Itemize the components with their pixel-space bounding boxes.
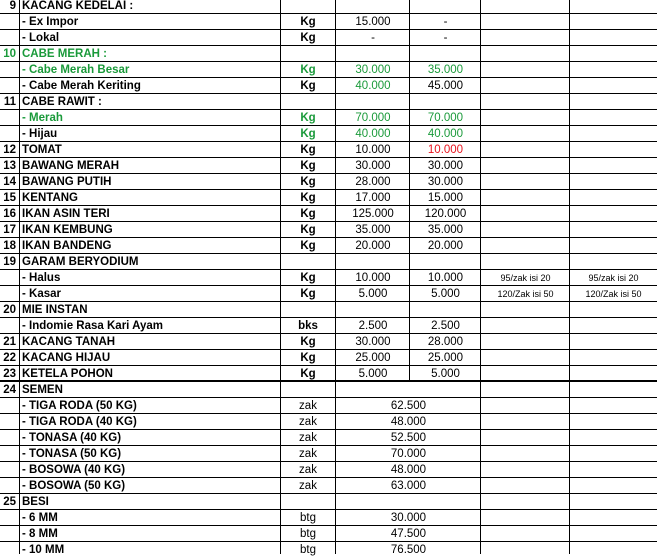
grid-line bbox=[0, 253, 657, 254]
note-cell bbox=[481, 46, 570, 62]
item-name-cell: MIE INSTAN bbox=[22, 304, 88, 316]
row-number-cell bbox=[0, 286, 18, 302]
unit-cell bbox=[281, 0, 335, 14]
note-cell bbox=[570, 94, 657, 110]
note-cell bbox=[570, 30, 657, 46]
price-cell: 25.000 bbox=[427, 352, 464, 364]
table-row bbox=[0, 318, 657, 334]
note-cell: 95/zak isi 20 bbox=[588, 273, 639, 283]
unit-cell: Kg bbox=[300, 64, 316, 76]
unit-cell: Kg bbox=[300, 80, 316, 92]
row-number-cell bbox=[0, 462, 18, 478]
price-cell: 5.000 bbox=[358, 368, 388, 380]
note-cell bbox=[570, 238, 657, 254]
note-cell bbox=[481, 62, 570, 78]
table-row bbox=[0, 302, 657, 318]
price-cell: 5.000 bbox=[358, 288, 388, 300]
table-row bbox=[0, 334, 657, 350]
unit-cell: Kg bbox=[300, 272, 316, 284]
item-name-cell: KENTANG bbox=[22, 192, 79, 204]
row-number-cell bbox=[0, 510, 18, 526]
note-cell bbox=[481, 334, 570, 350]
grid-line bbox=[0, 109, 657, 110]
row-number-cell: 13 bbox=[3, 160, 16, 172]
row-number-cell bbox=[0, 430, 18, 446]
item-name-cell: - Halus bbox=[22, 272, 61, 284]
note-cell bbox=[570, 0, 657, 14]
price-cell bbox=[336, 382, 481, 398]
item-name-cell: - Ex Impor bbox=[22, 16, 79, 28]
grid-line bbox=[0, 157, 657, 158]
note-cell bbox=[570, 334, 657, 350]
table-row bbox=[0, 46, 657, 62]
table-row bbox=[0, 110, 657, 126]
note-cell bbox=[570, 62, 657, 78]
price-cell: 15.000 bbox=[427, 192, 464, 204]
grid-line bbox=[0, 525, 657, 526]
table-row bbox=[0, 526, 657, 542]
row-number-cell: 10 bbox=[3, 48, 16, 60]
price-cell: 48.000 bbox=[390, 464, 427, 476]
price-cell: 70.000 bbox=[390, 448, 427, 460]
table-row bbox=[0, 254, 657, 270]
price-cell: 45.000 bbox=[427, 80, 464, 92]
unit-cell bbox=[281, 302, 335, 318]
item-name-cell: KACANG HIJAU bbox=[22, 352, 111, 364]
price-cell: 48.000 bbox=[390, 416, 427, 428]
note-cell bbox=[481, 110, 570, 126]
note-cell bbox=[481, 78, 570, 94]
row-number-cell bbox=[0, 526, 18, 542]
table-row bbox=[0, 30, 657, 46]
item-name-cell: - TIGA RODA (50 KG) bbox=[22, 400, 137, 412]
price-cell: 47.500 bbox=[390, 528, 427, 540]
item-name-cell: - 8 MM bbox=[22, 528, 58, 540]
price-cell bbox=[410, 302, 481, 318]
note-cell bbox=[570, 126, 657, 142]
price-cell bbox=[336, 0, 410, 14]
price-cell: - bbox=[443, 32, 448, 44]
item-name-cell: SEMEN bbox=[22, 384, 63, 396]
unit-cell: Kg bbox=[300, 16, 316, 28]
price-cell: 10.000 bbox=[427, 272, 464, 284]
row-number-cell: 21 bbox=[3, 336, 16, 348]
price-cell: 25.000 bbox=[355, 352, 391, 364]
grid-line bbox=[0, 461, 657, 462]
unit-cell: btg bbox=[300, 512, 316, 524]
unit-cell: Kg bbox=[300, 336, 316, 348]
unit-cell: Kg bbox=[300, 368, 316, 380]
note-cell bbox=[481, 206, 570, 222]
grid-line bbox=[19, 0, 20, 554]
item-name-cell: - TIGA RODA (40 KG) bbox=[22, 416, 137, 428]
grid-line bbox=[0, 413, 657, 414]
price-cell: 76.500 bbox=[390, 544, 427, 556]
item-name-cell: - Indomie Rasa Kari Ayam bbox=[22, 320, 164, 332]
price-cell bbox=[410, 0, 481, 14]
price-cell bbox=[336, 254, 410, 270]
table-row bbox=[0, 462, 657, 478]
note-cell bbox=[481, 254, 570, 270]
note-cell bbox=[481, 174, 570, 190]
price-cell: 20.000 bbox=[427, 240, 464, 252]
row-number-cell bbox=[0, 398, 18, 414]
grid-line bbox=[0, 45, 657, 46]
grid-line bbox=[0, 493, 657, 494]
table-row bbox=[0, 238, 657, 254]
grid-line bbox=[0, 477, 657, 478]
unit-cell: zak bbox=[299, 432, 317, 444]
price-cell: 10.000 bbox=[355, 144, 391, 156]
unit-cell: Kg bbox=[300, 352, 316, 364]
unit-cell: zak bbox=[299, 464, 317, 476]
table-row bbox=[0, 494, 657, 510]
table-row bbox=[0, 94, 657, 110]
table-row bbox=[0, 0, 657, 14]
note-cell bbox=[570, 110, 657, 126]
price-cell: 35.000 bbox=[427, 224, 464, 236]
price-cell: 63.000 bbox=[390, 480, 427, 492]
price-cell: 28.000 bbox=[355, 176, 391, 188]
price-cell: 17.000 bbox=[355, 192, 391, 204]
table-row bbox=[0, 430, 657, 446]
price-cell: 10.000 bbox=[355, 272, 391, 284]
item-name-cell: - 6 MM bbox=[22, 512, 58, 524]
row-number-cell bbox=[0, 78, 18, 94]
unit-cell: Kg bbox=[300, 128, 316, 140]
row-number-cell bbox=[0, 478, 18, 494]
item-name-cell: - Cabe Merah Besar bbox=[22, 64, 130, 76]
note-cell bbox=[570, 222, 657, 238]
price-cell: 40.000 bbox=[355, 128, 391, 140]
item-name-cell: - Hijau bbox=[22, 128, 58, 140]
row-number-cell bbox=[0, 318, 18, 334]
price-cell: 5.000 bbox=[431, 368, 460, 380]
note-cell bbox=[570, 318, 657, 334]
table-row bbox=[0, 62, 657, 78]
unit-cell: Kg bbox=[300, 224, 316, 236]
price-cell: 2.500 bbox=[358, 320, 388, 332]
item-name-cell: BAWANG PUTIH bbox=[22, 176, 112, 188]
table-row bbox=[0, 510, 657, 526]
row-number-cell: 24 bbox=[3, 384, 16, 396]
price-cell: - bbox=[371, 32, 375, 44]
item-name-cell: - Lokal bbox=[22, 32, 60, 44]
row-number-cell bbox=[0, 14, 18, 30]
unit-cell: Kg bbox=[300, 112, 316, 124]
note-cell bbox=[570, 254, 657, 270]
note-cell bbox=[481, 14, 570, 30]
table-row bbox=[0, 158, 657, 174]
grid-line bbox=[0, 221, 657, 222]
price-cell bbox=[410, 46, 481, 62]
item-name-cell: - BOSOWA (40 KG) bbox=[22, 464, 126, 476]
unit-cell: Kg bbox=[300, 32, 316, 44]
price-cell: 15.000 bbox=[355, 16, 391, 28]
grid-line bbox=[0, 509, 657, 510]
table-row bbox=[0, 14, 657, 30]
item-name-cell: GARAM BERYODIUM bbox=[22, 256, 139, 268]
row-number-cell bbox=[0, 30, 18, 46]
table-row bbox=[0, 270, 657, 286]
item-name-cell: - Merah bbox=[22, 112, 63, 124]
note-cell: 120/Zak isi 50 bbox=[585, 289, 642, 299]
price-cell: 20.000 bbox=[355, 240, 391, 252]
grid-line bbox=[0, 333, 657, 334]
price-cell: - bbox=[443, 16, 448, 28]
note-cell bbox=[481, 158, 570, 174]
table-row bbox=[0, 206, 657, 222]
unit-cell bbox=[281, 94, 335, 110]
price-cell: 70.000 bbox=[427, 112, 464, 124]
table-row bbox=[0, 126, 657, 142]
unit-cell bbox=[281, 46, 335, 62]
price-cell: 30.000 bbox=[355, 336, 391, 348]
grid-line bbox=[409, 0, 410, 381]
grid-line bbox=[0, 173, 657, 174]
unit-cell: bks bbox=[298, 320, 318, 332]
unit-cell: Kg bbox=[300, 144, 316, 156]
note-cell bbox=[570, 142, 657, 158]
note-cell bbox=[570, 190, 657, 206]
price-cell bbox=[336, 302, 410, 318]
row-number-cell: 12 bbox=[3, 144, 16, 156]
grid-line bbox=[0, 317, 657, 318]
price-cell: 28.000 bbox=[427, 336, 464, 348]
item-name-cell: - BOSOWA (50 KG) bbox=[22, 480, 126, 492]
grid-line bbox=[0, 397, 657, 398]
grid-line bbox=[0, 269, 657, 270]
grid-line bbox=[280, 0, 281, 554]
grid-line bbox=[569, 0, 570, 554]
unit-cell: Kg bbox=[300, 240, 316, 252]
note-cell bbox=[481, 94, 570, 110]
price-cell bbox=[336, 94, 410, 110]
price-cell: 70.000 bbox=[355, 112, 391, 124]
unit-cell: Kg bbox=[300, 160, 316, 172]
item-name-cell: KACANG TANAH bbox=[22, 336, 116, 348]
note-cell: 120/Zak isi 50 bbox=[497, 289, 554, 299]
grid-line bbox=[0, 205, 657, 206]
note-cell bbox=[481, 0, 570, 14]
note-cell bbox=[481, 222, 570, 238]
table-row bbox=[0, 78, 657, 94]
unit-cell: Kg bbox=[300, 192, 316, 204]
table-row bbox=[0, 478, 657, 494]
item-name-cell: TOMAT bbox=[22, 144, 62, 156]
row-number-cell bbox=[0, 62, 18, 78]
note-cell bbox=[481, 302, 570, 318]
note-cell bbox=[570, 206, 657, 222]
price-cell bbox=[336, 494, 481, 510]
section-divider bbox=[0, 380, 657, 382]
note-cell bbox=[481, 126, 570, 142]
row-number-cell: 11 bbox=[3, 96, 16, 108]
price-cell: 125.000 bbox=[352, 208, 394, 220]
unit-cell: btg bbox=[300, 528, 316, 540]
item-name-cell: BESI bbox=[22, 496, 49, 508]
table-row bbox=[0, 174, 657, 190]
item-name-cell: - TONASA (40 KG) bbox=[22, 432, 122, 444]
unit-cell: zak bbox=[299, 416, 317, 428]
price-cell: 30.000 bbox=[355, 160, 391, 172]
item-name-cell: CABE MERAH : bbox=[22, 48, 107, 60]
grid-line bbox=[0, 301, 657, 302]
note-cell: 95/zak isi 20 bbox=[500, 273, 551, 283]
table-row bbox=[0, 350, 657, 366]
note-cell bbox=[570, 302, 657, 318]
note-cell bbox=[481, 238, 570, 254]
grid-line bbox=[480, 0, 481, 554]
row-number-cell bbox=[0, 270, 18, 286]
price-cell: 30.000 bbox=[355, 64, 391, 76]
grid-line bbox=[0, 365, 657, 366]
grid-line bbox=[0, 445, 657, 446]
item-name-cell: - 10 MM bbox=[22, 544, 65, 556]
grid-line bbox=[0, 189, 657, 190]
note-cell bbox=[481, 190, 570, 206]
item-name-cell: - Cabe Merah Keriting bbox=[22, 80, 141, 92]
unit-cell: btg bbox=[300, 544, 316, 556]
table-row bbox=[0, 414, 657, 430]
row-number-cell: 9 bbox=[9, 0, 16, 12]
unit-cell: Kg bbox=[300, 208, 316, 220]
table-row bbox=[0, 446, 657, 462]
price-cell bbox=[410, 254, 481, 270]
note-cell bbox=[570, 158, 657, 174]
note-cell bbox=[570, 350, 657, 366]
row-number-cell: 23 bbox=[3, 368, 16, 380]
grid-line bbox=[0, 429, 657, 430]
price-cell bbox=[410, 94, 481, 110]
grid-line bbox=[0, 125, 657, 126]
grid-line bbox=[0, 13, 657, 14]
price-cell: 62.500 bbox=[390, 400, 427, 412]
table-row bbox=[0, 222, 657, 238]
table-row bbox=[0, 142, 657, 158]
table-row bbox=[0, 542, 657, 558]
price-cell: 35.000 bbox=[427, 64, 464, 76]
row-number-cell: 19 bbox=[3, 256, 16, 268]
unit-cell bbox=[281, 254, 335, 270]
note-cell bbox=[481, 30, 570, 46]
grid-line bbox=[0, 285, 657, 286]
price-cell: 10.000 bbox=[427, 144, 464, 156]
table-row bbox=[0, 286, 657, 302]
price-cell: 30.000 bbox=[427, 160, 464, 172]
item-name-cell: KACANG KEDELAI : bbox=[22, 0, 134, 12]
price-cell bbox=[336, 46, 410, 62]
unit-cell bbox=[281, 494, 335, 510]
item-name-cell: IKAN KEMBUNG bbox=[22, 224, 113, 236]
item-name-cell: - TONASA (50 KG) bbox=[22, 448, 122, 460]
price-cell: 5.000 bbox=[431, 288, 460, 300]
unit-cell: zak bbox=[299, 448, 317, 460]
grid-line bbox=[0, 29, 657, 30]
grid-line bbox=[0, 61, 657, 62]
note-cell bbox=[570, 78, 657, 94]
grid-line bbox=[0, 77, 657, 78]
price-cell: 40.000 bbox=[427, 128, 464, 140]
price-cell: 40.000 bbox=[355, 80, 391, 92]
price-cell: 52.500 bbox=[390, 432, 427, 444]
row-number-cell bbox=[0, 414, 18, 430]
row-number-cell: 18 bbox=[3, 240, 16, 252]
note-cell bbox=[570, 174, 657, 190]
price-cell: 30.000 bbox=[390, 512, 427, 524]
note-cell bbox=[481, 318, 570, 334]
note-cell bbox=[570, 46, 657, 62]
grid-line bbox=[0, 141, 657, 142]
item-name-cell: KETELA POHON bbox=[22, 368, 113, 380]
grid-line bbox=[0, 93, 657, 94]
note-cell bbox=[570, 14, 657, 30]
table-row bbox=[0, 398, 657, 414]
row-number-cell bbox=[0, 542, 18, 558]
note-cell bbox=[481, 350, 570, 366]
unit-cell: zak bbox=[299, 480, 317, 492]
row-number-cell: 22 bbox=[3, 352, 16, 364]
price-cell: 120.000 bbox=[424, 208, 467, 220]
row-number-cell: 15 bbox=[3, 192, 16, 204]
row-number-cell: 16 bbox=[3, 208, 16, 220]
row-number-cell: 14 bbox=[3, 176, 16, 188]
table-row bbox=[0, 382, 657, 398]
grid-line bbox=[335, 0, 336, 554]
grid-line bbox=[0, 541, 657, 542]
unit-cell: Kg bbox=[300, 288, 316, 300]
row-number-cell: 17 bbox=[3, 224, 16, 236]
grid-line bbox=[0, 237, 657, 238]
item-name-cell: BAWANG MERAH bbox=[22, 160, 120, 172]
note-cell bbox=[481, 142, 570, 158]
unit-cell: Kg bbox=[300, 176, 316, 188]
row-number-cell bbox=[0, 446, 18, 462]
item-name-cell: CABE RAWIT : bbox=[22, 96, 102, 108]
price-cell: 30.000 bbox=[427, 176, 464, 188]
unit-cell bbox=[281, 382, 335, 398]
item-name-cell: IKAN BANDENG bbox=[22, 240, 112, 252]
price-cell: 2.500 bbox=[431, 320, 460, 332]
item-name-cell: - Kasar bbox=[22, 288, 61, 300]
item-name-cell: IKAN ASIN TERI bbox=[22, 208, 110, 220]
table-row bbox=[0, 190, 657, 206]
unit-cell: zak bbox=[299, 400, 317, 412]
row-number-cell: 25 bbox=[3, 496, 16, 508]
price-cell: 35.000 bbox=[355, 224, 391, 236]
row-number-cell bbox=[0, 110, 18, 126]
grid-line bbox=[0, 349, 657, 350]
row-number-cell bbox=[0, 126, 18, 142]
row-number-cell: 20 bbox=[3, 304, 16, 316]
